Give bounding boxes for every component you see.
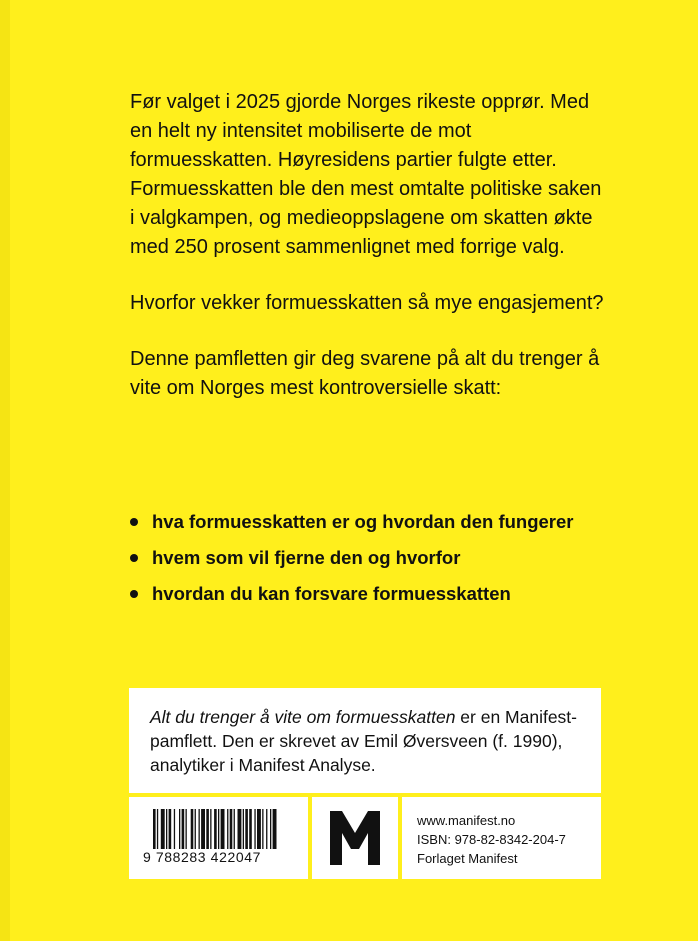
publisher-isbn: ISBN: 978-82-8342-204-7 xyxy=(417,832,566,847)
topic-item-3: hvordan du kan forsvare formuesskatten xyxy=(130,582,650,606)
barcode-icon xyxy=(153,809,283,849)
blurb-paragraph-2: Hvorfor vekker formuesskatten så mye engasjement? xyxy=(130,292,604,314)
publisher-panel xyxy=(402,797,601,879)
barcode-panel xyxy=(129,797,308,879)
blurb-paragraph-1: Før valget i 2025 gjorde Norges rikeste opprør. Med en helt ny intensitet mobiliserte de mot formuesskatten. Høyresidens partier fulgte etter. Formuesskatten ble den mest omtalte politiske saken i valgkampen, og medieoppslagene om skatten økte med 250 prosent sammenlignet med forrige valg. xyxy=(130,91,602,258)
about-box xyxy=(129,688,601,793)
topic-list xyxy=(130,510,650,618)
blurb-paragraph-3: Denne pamfletten gir deg svarene på alt du trenger å vite om Norges mest kontroversielle skatt: xyxy=(130,348,600,399)
cover-edge xyxy=(0,0,10,941)
publisher-website: www.manifest.no xyxy=(417,813,516,828)
topic-item-2: hvem som vil fjerne den og hvorfor xyxy=(130,546,650,570)
about-text xyxy=(150,705,590,777)
barcode-digits: 9 788283 422047 xyxy=(143,849,261,865)
about-description: er en Manifest-pamflett. Den er skrevet av Emil Øversveen (f. 1990), analytiker i Manifest Analyse. xyxy=(150,707,577,775)
topic-item-1: hva formuesskatten er og hvordan den fungerer xyxy=(130,510,650,534)
book-title: Alt du trenger å vite om formuesskatten xyxy=(150,707,456,727)
manifest-m-logo-icon xyxy=(330,811,380,865)
logo-panel xyxy=(312,797,398,879)
back-cover-blurb xyxy=(130,88,610,430)
publisher-name: Forlaget Manifest xyxy=(417,851,518,866)
